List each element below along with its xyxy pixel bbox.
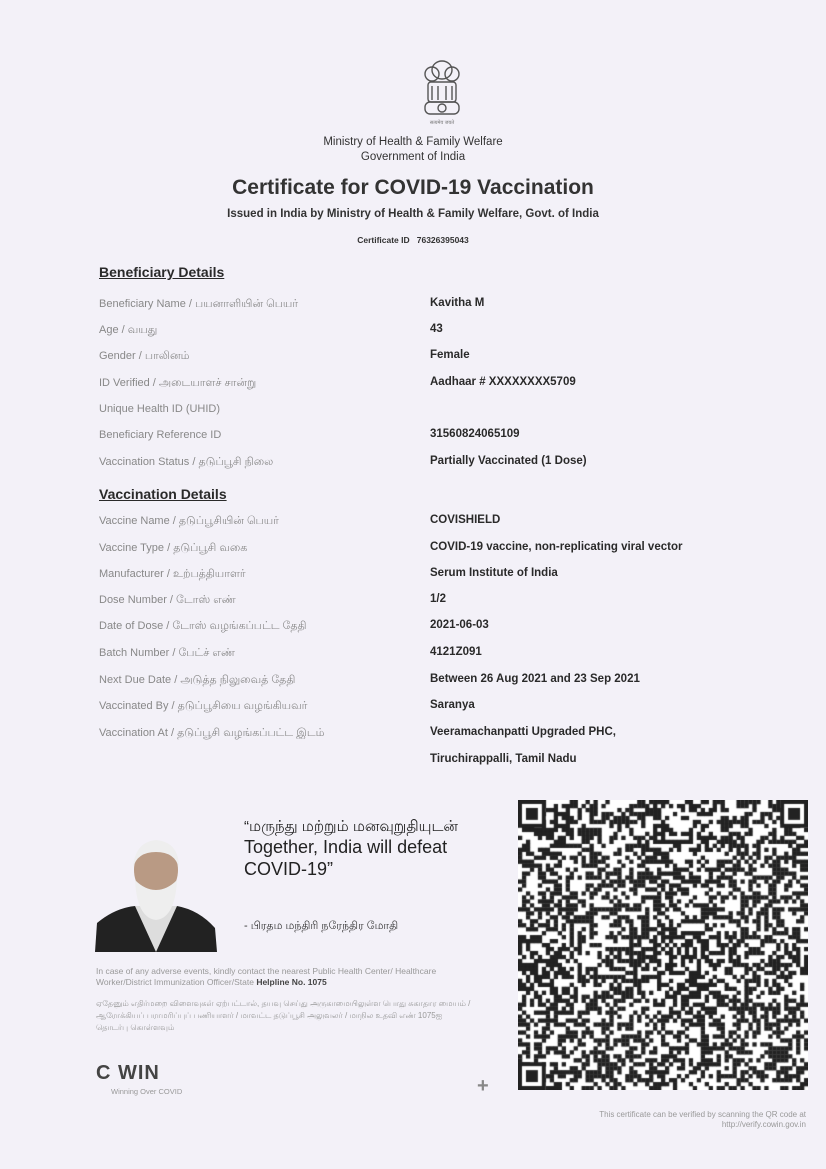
field-label: Batch Number / பேட்ச் எண் <box>99 647 235 659</box>
field-label: Unique Health ID (UHID) <box>99 403 221 415</box>
helpline-number: Helpline No. 1075 <box>256 977 327 987</box>
verify-notice <box>599 1110 806 1130</box>
page-title: Certificate for COVID-19 Vaccination <box>232 176 594 199</box>
quote-english: Together, India will defeat COVID-19” <box>244 837 448 879</box>
field-label: Age / வயது <box>99 324 158 336</box>
field-value: 43 <box>430 323 443 335</box>
quote-attribution: - பிரதம மந்திரி நரேந்திர மோதி <box>244 920 399 932</box>
field-label: Vaccine Type / தடுப்பூசி வகை <box>99 542 248 554</box>
field-label: ID Verified / அடையாளச் சான்று <box>99 377 257 389</box>
verify-url: http://verify.cowin.gov.in <box>721 1120 806 1129</box>
field-value: 4121Z091 <box>430 646 482 658</box>
field-label: Dose Number / டோஸ் எண் <box>99 594 236 606</box>
field-value: 1/2 <box>430 593 446 605</box>
field-value: Veeramachanpatti Upgraded PHC, <box>430 726 616 738</box>
field-value: 31560824065109 <box>430 428 520 440</box>
field-label: Beneficiary Name / பயனாளியின் பெயர் <box>99 298 299 310</box>
adverse-text: In case of any adverse events, kindly contact the nearest Public Health Center/ Healthcare Worker/District Immunization Officer/State <box>96 966 437 987</box>
field-label: Vaccinated By / தடுப்பூசியை வழங்கியவர் <box>99 700 308 712</box>
prime-minister-photo <box>95 828 217 952</box>
national-emblem-icon <box>418 58 466 128</box>
field-value: 2021-06-03 <box>430 619 489 631</box>
field-value: COVISHIELD <box>430 514 501 526</box>
field-value: Between 26 Aug 2021 and 23 Sep 2021 <box>430 673 640 685</box>
field-label: Vaccination At / தடுப்பூசி வழங்கப்பட்ட இடம் <box>99 727 325 739</box>
plus-mark-icon: + <box>477 1075 489 1097</box>
ministry-name: Ministry of Health & Family Welfare <box>323 136 503 148</box>
field-label: Vaccination Status / தடுப்பூசி நிலை <box>99 456 274 468</box>
field-value: Tiruchirappalli, Tamil Nadu <box>430 753 577 765</box>
field-label: Next Due Date / அடுத்த நிலுவைத் தேதி <box>99 674 296 686</box>
quote-tamil: “மருந்து மற்றும் மனவுறுதியுடன் <box>244 818 458 835</box>
field-label: Manufacturer / உற்பத்தியாளர் <box>99 568 246 580</box>
field-value: Saranya <box>430 699 475 711</box>
field-label: Vaccine Name / தடுப்பூசியின் பெயர் <box>99 515 279 527</box>
field-value: Female <box>430 349 470 361</box>
issued-by: Issued in India by Ministry of Health & Family Welfare, Govt. of India <box>227 208 599 220</box>
adverse-events-notice-tamil: ஏதேனும் எதிர்மறை விளைவுகள் ஏற்பட்டால், தயவு செய்து அருகாமையிலுள்ள பொது சுகாதார மையம் / ஆரோக்கியப் பராமரிப்புப் பணியாளர் / மாவட்ட தடுப்பூசி அலுவலர் / மாநில உதவி எண் 1075ஐ தொடர்பு கொள்ளவும் <box>96 999 471 1032</box>
field-value: COVID-19 vaccine, non-replicating viral vector <box>430 541 683 553</box>
cowin-logo: C WIN <box>96 1062 160 1084</box>
quote <box>244 818 484 880</box>
field-label: Gender / பாலினம் <box>99 350 190 362</box>
verify-text: This certificate can be verified by scanning the QR code at <box>599 1110 806 1119</box>
beneficiary-details-heading: Beneficiary Details <box>99 264 225 280</box>
field-value: Aadhaar # XXXXXXXX5709 <box>430 376 576 388</box>
field-value: Serum Institute of India <box>430 567 558 579</box>
certificate-id <box>0 235 826 245</box>
field-label: Date of Dose / டோஸ் வழங்கப்பட்ட தேதி <box>99 620 307 632</box>
emblem-motto: सत्यमेव जयते <box>429 120 455 126</box>
cowin-tagline: Winning Over COVID <box>111 1087 183 1096</box>
qr-code <box>518 800 808 1090</box>
adverse-events-notice <box>96 966 476 988</box>
government-name: Government of India <box>360 151 466 163</box>
field-value: Kavitha M <box>430 297 485 309</box>
field-value: Partially Vaccinated (1 Dose) <box>430 455 587 467</box>
vaccination-details-heading: Vaccination Details <box>99 486 227 502</box>
certificate-id-value: 76326395043 <box>416 235 469 245</box>
field-label: Beneficiary Reference ID <box>99 429 222 441</box>
certificate-id-label: Certificate ID <box>357 235 410 245</box>
